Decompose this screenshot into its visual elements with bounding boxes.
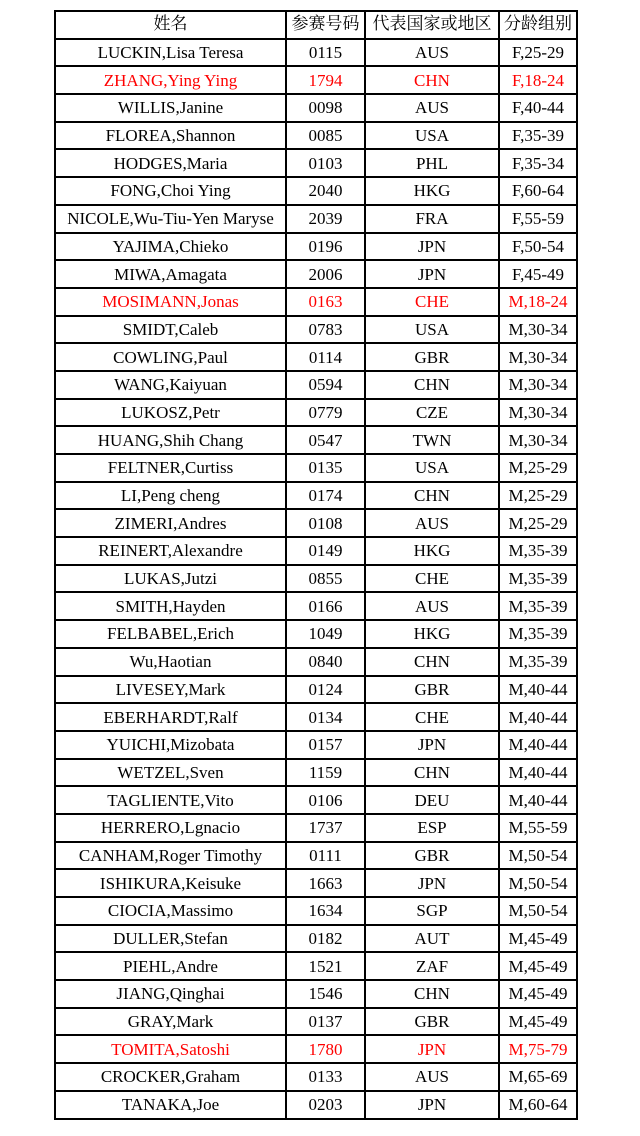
cell-country: GBR <box>365 676 499 704</box>
cell-bib-number: 1159 <box>286 759 365 787</box>
table-row <box>55 1063 577 1091</box>
table-row <box>55 676 577 704</box>
cell-name: CROCKER,Graham <box>55 1063 286 1091</box>
cell-country: GBR <box>365 842 499 870</box>
cell-name: WETZEL,Sven <box>55 759 286 787</box>
cell-bib-number: 0106 <box>286 786 365 814</box>
cell-age-group: M,40-44 <box>499 676 577 704</box>
cell-country: PHL <box>365 149 499 177</box>
cell-age-group: M,50-54 <box>499 869 577 897</box>
cell-age-group: M,45-49 <box>499 1008 577 1036</box>
cell-bib-number: 0182 <box>286 925 365 953</box>
cell-bib-number: 0133 <box>286 1063 365 1091</box>
cell-age-group: M,25-29 <box>499 454 577 482</box>
cell-name: WILLIS,Janine <box>55 94 286 122</box>
cell-bib-number: 0547 <box>286 426 365 454</box>
cell-age-group: F,35-39 <box>499 122 577 150</box>
cell-country: GBR <box>365 1008 499 1036</box>
table-body <box>55 39 577 1119</box>
participant-table <box>54 10 578 1120</box>
cell-name: HODGES,Maria <box>55 149 286 177</box>
table-row <box>55 648 577 676</box>
cell-bib-number: 0594 <box>286 371 365 399</box>
cell-name: FONG,Choi Ying <box>55 177 286 205</box>
cell-country: TWN <box>365 426 499 454</box>
cell-country: CHN <box>365 482 499 510</box>
table-row <box>55 1091 577 1119</box>
cell-age-group: M,30-34 <box>499 316 577 344</box>
cell-age-group: F,55-59 <box>499 205 577 233</box>
cell-bib-number: 0111 <box>286 842 365 870</box>
table-row <box>55 925 577 953</box>
table-row <box>55 980 577 1008</box>
cell-country: JPN <box>365 233 499 261</box>
cell-name: LIVESEY,Mark <box>55 676 286 704</box>
cell-country: USA <box>365 316 499 344</box>
cell-bib-number: 0855 <box>286 565 365 593</box>
cell-name: LUKAS,Jutzi <box>55 565 286 593</box>
cell-bib-number: 0174 <box>286 482 365 510</box>
table-row <box>55 288 577 316</box>
cell-country: AUS <box>365 592 499 620</box>
cell-country: AUT <box>365 925 499 953</box>
cell-bib-number: 1546 <box>286 980 365 1008</box>
cell-country: HKG <box>365 177 499 205</box>
cell-name: HUANG,Shih Chang <box>55 426 286 454</box>
cell-name: LUCKIN,Lisa Teresa <box>55 39 286 67</box>
cell-age-group: M,35-39 <box>499 620 577 648</box>
cell-age-group: M,40-44 <box>499 731 577 759</box>
cell-age-group: F,35-34 <box>499 149 577 177</box>
cell-age-group: M,40-44 <box>499 703 577 731</box>
cell-bib-number: 0115 <box>286 39 365 67</box>
cell-country: AUS <box>365 1063 499 1091</box>
cell-name: FLOREA,Shannon <box>55 122 286 150</box>
cell-age-group: M,75-79 <box>499 1035 577 1063</box>
cell-country: AUS <box>365 509 499 537</box>
cell-bib-number: 0085 <box>286 122 365 150</box>
cell-age-group: M,18-24 <box>499 288 577 316</box>
cell-age-group: M,35-39 <box>499 592 577 620</box>
cell-age-group: F,25-29 <box>499 39 577 67</box>
table-row <box>55 1008 577 1036</box>
table-row <box>55 814 577 842</box>
table-row <box>55 482 577 510</box>
cell-country: AUS <box>365 39 499 67</box>
cell-bib-number: 0114 <box>286 343 365 371</box>
cell-country: HKG <box>365 620 499 648</box>
cell-name: CANHAM,Roger Timothy <box>55 842 286 870</box>
cell-age-group: F,18-24 <box>499 66 577 94</box>
cell-bib-number: 0203 <box>286 1091 365 1119</box>
cell-name: JIANG,Qinghai <box>55 980 286 1008</box>
table-row <box>55 759 577 787</box>
cell-country: CHN <box>365 648 499 676</box>
cell-name: WANG,Kaiyuan <box>55 371 286 399</box>
cell-country: USA <box>365 454 499 482</box>
cell-age-group: M,50-54 <box>499 842 577 870</box>
cell-age-group: F,45-49 <box>499 260 577 288</box>
cell-age-group: M,30-34 <box>499 426 577 454</box>
cell-bib-number: 0108 <box>286 509 365 537</box>
cell-bib-number: 0196 <box>286 233 365 261</box>
cell-name: LI,Peng cheng <box>55 482 286 510</box>
cell-name: GRAY,Mark <box>55 1008 286 1036</box>
participant-table-container <box>54 10 578 1120</box>
table-row <box>55 454 577 482</box>
cell-country: CHE <box>365 703 499 731</box>
cell-name: ZIMERI,Andres <box>55 509 286 537</box>
cell-age-group: M,35-39 <box>499 537 577 565</box>
cell-country: JPN <box>365 731 499 759</box>
cell-name: PIEHL,Andre <box>55 952 286 980</box>
header-bib-number: 参赛号码 <box>286 11 365 39</box>
cell-bib-number: 1780 <box>286 1035 365 1063</box>
cell-age-group: M,50-54 <box>499 897 577 925</box>
cell-country: USA <box>365 122 499 150</box>
cell-name: ZHANG,Ying Ying <box>55 66 286 94</box>
cell-age-group: M,30-34 <box>499 343 577 371</box>
cell-name: MIWA,Amagata <box>55 260 286 288</box>
cell-country: JPN <box>365 260 499 288</box>
cell-age-group: M,40-44 <box>499 759 577 787</box>
cell-age-group: F,60-64 <box>499 177 577 205</box>
cell-name: SMIDT,Caleb <box>55 316 286 344</box>
cell-name: ISHIKURA,Keisuke <box>55 869 286 897</box>
cell-age-group: M,60-64 <box>499 1091 577 1119</box>
table-row <box>55 509 577 537</box>
cell-name: Wu,Haotian <box>55 648 286 676</box>
table-row <box>55 703 577 731</box>
table-row <box>55 233 577 261</box>
cell-country: FRA <box>365 205 499 233</box>
header-country: 代表国家或地区 <box>365 11 499 39</box>
cell-name: YAJIMA,Chieko <box>55 233 286 261</box>
cell-name: EBERHARDT,Ralf <box>55 703 286 731</box>
cell-name: LUKOSZ,Petr <box>55 399 286 427</box>
cell-bib-number: 2040 <box>286 177 365 205</box>
table-row <box>55 177 577 205</box>
cell-age-group: M,30-34 <box>499 371 577 399</box>
cell-name: CIOCIA,Massimo <box>55 897 286 925</box>
cell-country: SGP <box>365 897 499 925</box>
cell-bib-number: 0840 <box>286 648 365 676</box>
table-row <box>55 952 577 980</box>
cell-name: FELTNER,Curtiss <box>55 454 286 482</box>
cell-country: DEU <box>365 786 499 814</box>
cell-age-group: M,55-59 <box>499 814 577 842</box>
cell-name: YUICHI,Mizobata <box>55 731 286 759</box>
table-row <box>55 66 577 94</box>
cell-name: MOSIMANN,Jonas <box>55 288 286 316</box>
cell-country: GBR <box>365 343 499 371</box>
table-row <box>55 1035 577 1063</box>
header-age-group: 分龄组别 <box>499 11 577 39</box>
cell-country: CHE <box>365 565 499 593</box>
table-row <box>55 39 577 67</box>
cell-country: JPN <box>365 1035 499 1063</box>
cell-age-group: M,45-49 <box>499 952 577 980</box>
table-row <box>55 149 577 177</box>
cell-bib-number: 0137 <box>286 1008 365 1036</box>
cell-bib-number: 1049 <box>286 620 365 648</box>
cell-name: DULLER,Stefan <box>55 925 286 953</box>
cell-name: TAGLIENTE,Vito <box>55 786 286 814</box>
cell-age-group: M,40-44 <box>499 786 577 814</box>
table-row <box>55 842 577 870</box>
cell-country: JPN <box>365 1091 499 1119</box>
cell-name: HERRERO,Lgnacio <box>55 814 286 842</box>
cell-bib-number: 0157 <box>286 731 365 759</box>
cell-country: CHN <box>365 371 499 399</box>
cell-age-group: F,40-44 <box>499 94 577 122</box>
table-row <box>55 371 577 399</box>
table-row <box>55 897 577 925</box>
cell-country: CHN <box>365 980 499 1008</box>
header-name: 姓名 <box>55 11 286 39</box>
cell-name: COWLING,Paul <box>55 343 286 371</box>
cell-country: CHN <box>365 66 499 94</box>
cell-name: REINERT,Alexandre <box>55 537 286 565</box>
cell-bib-number: 0783 <box>286 316 365 344</box>
cell-country: ESP <box>365 814 499 842</box>
cell-age-group: M,25-29 <box>499 509 577 537</box>
cell-bib-number: 2006 <box>286 260 365 288</box>
cell-bib-number: 0166 <box>286 592 365 620</box>
table-header-row <box>55 11 577 39</box>
table-row <box>55 399 577 427</box>
cell-country: HKG <box>365 537 499 565</box>
table-row <box>55 260 577 288</box>
cell-bib-number: 0098 <box>286 94 365 122</box>
table-row <box>55 620 577 648</box>
table-row <box>55 565 577 593</box>
cell-name: NICOLE,Wu-Tiu-Yen Maryse <box>55 205 286 233</box>
cell-name: TOMITA,Satoshi <box>55 1035 286 1063</box>
table-row <box>55 205 577 233</box>
cell-bib-number: 0103 <box>286 149 365 177</box>
cell-country: CHE <box>365 288 499 316</box>
cell-bib-number: 0163 <box>286 288 365 316</box>
table-row <box>55 426 577 454</box>
cell-bib-number: 2039 <box>286 205 365 233</box>
table-row <box>55 786 577 814</box>
cell-country: ZAF <box>365 952 499 980</box>
table-row <box>55 343 577 371</box>
cell-name: FELBABEL,Erich <box>55 620 286 648</box>
cell-bib-number: 0135 <box>286 454 365 482</box>
cell-age-group: M,65-69 <box>499 1063 577 1091</box>
cell-age-group: M,30-34 <box>499 399 577 427</box>
cell-bib-number: 0149 <box>286 537 365 565</box>
table-row <box>55 537 577 565</box>
cell-age-group: F,50-54 <box>499 233 577 261</box>
cell-bib-number: 1663 <box>286 869 365 897</box>
cell-country: AUS <box>365 94 499 122</box>
cell-age-group: M,25-29 <box>499 482 577 510</box>
cell-bib-number: 0134 <box>286 703 365 731</box>
table-row <box>55 94 577 122</box>
table-row <box>55 869 577 897</box>
cell-country: CZE <box>365 399 499 427</box>
cell-bib-number: 1634 <box>286 897 365 925</box>
cell-name: SMITH,Hayden <box>55 592 286 620</box>
table-row <box>55 316 577 344</box>
cell-age-group: M,45-49 <box>499 925 577 953</box>
cell-bib-number: 0124 <box>286 676 365 704</box>
cell-bib-number: 1737 <box>286 814 365 842</box>
cell-bib-number: 1521 <box>286 952 365 980</box>
cell-name: TANAKA,Joe <box>55 1091 286 1119</box>
cell-country: CHN <box>365 759 499 787</box>
cell-bib-number: 1794 <box>286 66 365 94</box>
cell-bib-number: 0779 <box>286 399 365 427</box>
table-row <box>55 731 577 759</box>
table-row <box>55 592 577 620</box>
cell-age-group: M,35-39 <box>499 565 577 593</box>
cell-country: JPN <box>365 869 499 897</box>
cell-age-group: M,45-49 <box>499 980 577 1008</box>
cell-age-group: M,35-39 <box>499 648 577 676</box>
table-row <box>55 122 577 150</box>
